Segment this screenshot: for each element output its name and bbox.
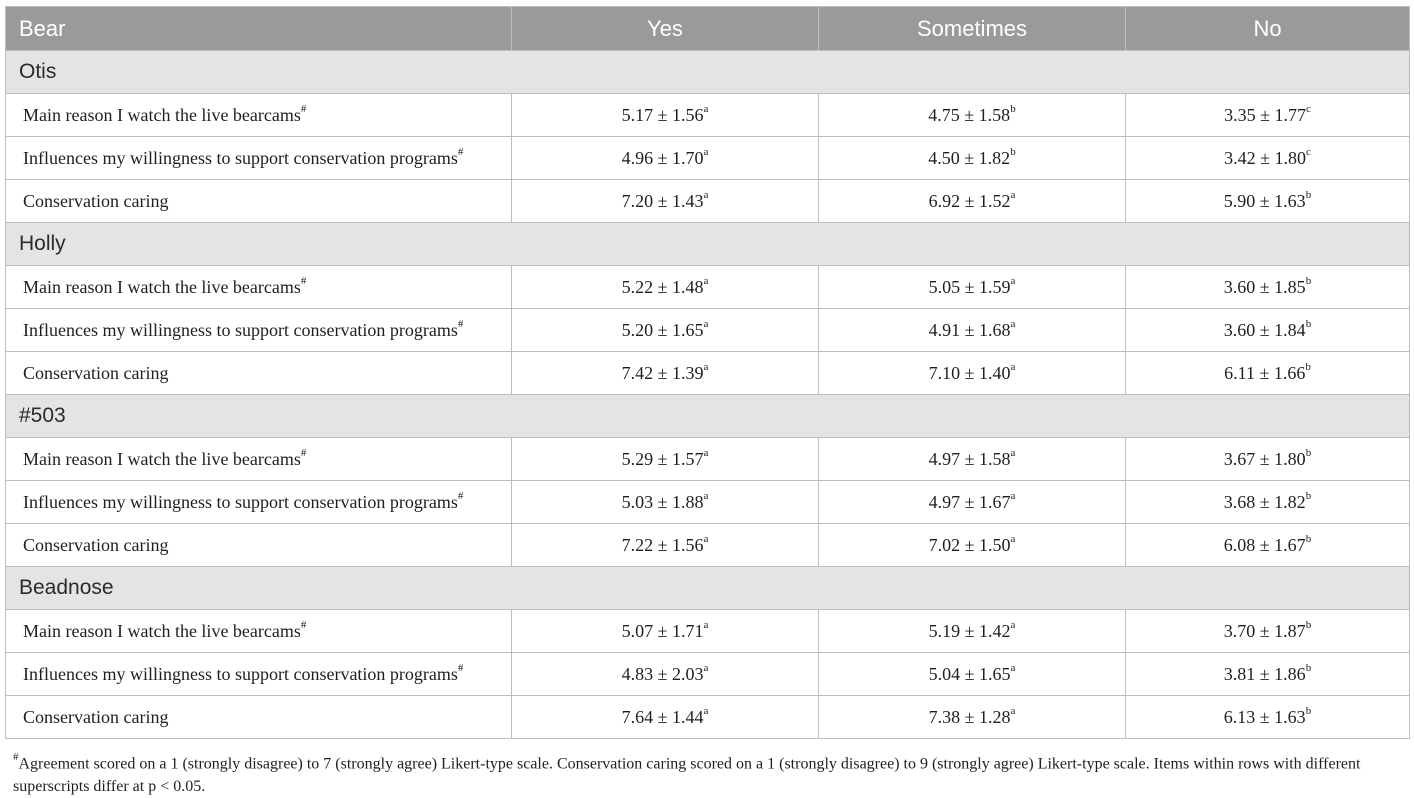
cell-value: 3.60 ± 1.85 [1223,276,1306,297]
cell-superscript: b [1305,274,1312,287]
table-row [6,94,1410,137]
row-label-cell [6,94,512,137]
cell-superscript: a [1010,317,1016,330]
results-table [5,6,1410,739]
value-cell [512,481,819,524]
group-row [6,395,1410,438]
group-name: Beadnose [6,567,1410,610]
row-label-cell [6,180,512,223]
value-cell [512,352,819,395]
table-row [6,137,1410,180]
cell-superscript: b [1010,145,1016,158]
cell-value: 7.20 ± 1.43 [621,190,704,211]
cell-value: 4.96 ± 1.70 [621,147,704,168]
cell-value: 5.29 ± 1.57 [621,448,704,469]
cell-value: 4.75 ± 1.58 [928,104,1011,125]
value-cell [819,653,1126,696]
cell-superscript: a [1010,188,1016,201]
row-label: Conservation caring [23,190,169,211]
row-label: Influences my willingness to support conservation programs [23,147,458,168]
row-label-mark: # [457,661,464,674]
cell-superscript: b [1305,532,1312,545]
cell-value: 7.10 ± 1.40 [928,362,1011,383]
header-yes: Yes [512,7,819,51]
row-label-cell [6,137,512,180]
row-label-cell [6,696,512,739]
cell-superscript: a [703,532,709,545]
cell-superscript: a [703,704,709,717]
value-cell [512,610,819,653]
cell-value: 5.22 ± 1.48 [621,276,704,297]
row-label-cell [6,309,512,352]
cell-superscript: a [1010,274,1016,287]
cell-superscript: a [1010,489,1016,502]
row-label: Main reason I watch the live bearcams [23,448,301,469]
row-label-cell [6,352,512,395]
cell-superscript: a [703,145,709,158]
value-cell [1126,696,1410,739]
value-cell [819,438,1126,481]
cell-value: 6.11 ± 1.66 [1224,362,1306,383]
value-cell [1126,352,1410,395]
cell-superscript: a [1010,704,1016,717]
group-row [6,567,1410,610]
value-cell [1126,266,1410,309]
cell-value: 3.81 ± 1.86 [1223,663,1306,684]
value-cell [819,180,1126,223]
value-cell [819,352,1126,395]
cell-value: 7.22 ± 1.56 [621,534,704,555]
row-label: Influences my willingness to support conservation programs [23,491,458,512]
cell-superscript: a [703,102,709,115]
cell-value: 4.83 ± 2.03 [621,663,704,684]
cell-value: 5.90 ± 1.63 [1223,190,1306,211]
table-row [6,610,1410,653]
cell-value: 3.68 ± 1.82 [1223,491,1306,512]
value-cell [512,180,819,223]
value-cell [1126,524,1410,567]
value-cell [1126,481,1410,524]
cell-value: 7.38 ± 1.28 [928,706,1011,727]
cell-value: 7.02 ± 1.50 [928,534,1011,555]
row-label-cell [6,438,512,481]
row-label-mark: # [300,274,307,287]
cell-value: 5.19 ± 1.42 [928,620,1011,641]
table-footnote [13,748,1411,798]
cell-superscript: a [1010,360,1016,373]
row-label-cell [6,524,512,567]
cell-superscript: a [1010,532,1016,545]
value-cell [512,137,819,180]
cell-superscript: a [703,489,709,502]
row-label-mark: # [457,489,464,502]
table-row [6,352,1410,395]
row-label: Main reason I watch the live bearcams [23,104,301,125]
table-row [6,481,1410,524]
cell-superscript: b [1305,704,1312,717]
value-cell [1126,610,1410,653]
footnote-text: Agreement scored on a 1 (strongly disagree) to 7 (strongly agree) Likert-type scale. Conservation caring scored on a 1 (strongly disagree) to 9 (strongly agree) Likert-type scale. Items within rows with different superscripts differ at p < 0.05. [13,755,1361,796]
group-name: Otis [6,51,1410,94]
footnote-mark: # [13,751,19,763]
header-bear: Bear [6,7,512,51]
cell-superscript: a [1010,618,1016,631]
value-cell [1126,309,1410,352]
cell-superscript: a [703,360,709,373]
value-cell [1126,180,1410,223]
table-row [6,438,1410,481]
row-label-cell [6,653,512,696]
cell-value: 4.91 ± 1.68 [928,319,1011,340]
value-cell [819,481,1126,524]
cell-value: 5.20 ± 1.65 [621,319,704,340]
row-label: Conservation caring [23,362,169,383]
group-row [6,223,1410,266]
value-cell [819,94,1126,137]
row-label: Conservation caring [23,706,169,727]
group-name: Holly [6,223,1410,266]
value-cell [1126,137,1410,180]
row-label-cell [6,266,512,309]
cell-value: 6.92 ± 1.52 [928,190,1011,211]
cell-superscript: a [1010,661,1016,674]
value-cell [819,137,1126,180]
cell-superscript: b [1010,102,1016,115]
cell-superscript: a [703,446,709,459]
row-label-mark: # [300,446,307,459]
cell-value: 5.03 ± 1.88 [621,491,704,512]
cell-superscript: a [703,661,709,674]
value-cell [819,309,1126,352]
row-label-mark: # [300,102,307,115]
table-row [6,696,1410,739]
table-row [6,309,1410,352]
value-cell [819,696,1126,739]
cell-superscript: b [1305,661,1312,674]
value-cell [512,653,819,696]
table-row [6,180,1410,223]
cell-value: 3.42 ± 1.80 [1224,147,1306,168]
row-label: Influences my willingness to support conservation programs [23,663,458,684]
cell-value: 7.42 ± 1.39 [621,362,704,383]
cell-superscript: b [1305,360,1311,373]
cell-superscript: b [1305,188,1312,201]
row-label: Influences my willingness to support conservation programs [23,319,458,340]
value-cell [819,266,1126,309]
row-label-mark: # [457,145,464,158]
table-body [6,51,1410,739]
row-label-cell [6,481,512,524]
value-cell [512,438,819,481]
cell-value: 7.64 ± 1.44 [621,706,704,727]
row-label: Main reason I watch the live bearcams [23,276,301,297]
cell-value: 5.07 ± 1.71 [621,620,704,641]
cell-superscript: a [703,274,709,287]
value-cell [1126,94,1410,137]
cell-value: 5.05 ± 1.59 [928,276,1011,297]
cell-value: 6.08 ± 1.67 [1223,534,1306,555]
cell-superscript: a [1010,446,1016,459]
value-cell [512,524,819,567]
table-row [6,266,1410,309]
header-sometimes: Sometimes [819,7,1126,51]
cell-superscript: c [1306,102,1311,115]
cell-superscript: b [1305,446,1312,459]
group-row [6,51,1410,94]
cell-superscript: a [703,188,709,201]
cell-value: 3.70 ± 1.87 [1223,620,1306,641]
cell-superscript: b [1305,489,1312,502]
cell-superscript: b [1305,317,1312,330]
header-row [6,7,1410,51]
group-name: #503 [6,395,1410,438]
cell-value: 5.04 ± 1.65 [928,663,1011,684]
value-cell [1126,438,1410,481]
cell-superscript: a [703,618,709,631]
row-label: Conservation caring [23,534,169,555]
value-cell [512,696,819,739]
cell-value: 5.17 ± 1.56 [621,104,704,125]
cell-value: 4.97 ± 1.67 [928,491,1011,512]
row-label-cell [6,610,512,653]
table-row [6,524,1410,567]
value-cell [819,610,1126,653]
value-cell [1126,653,1410,696]
header-no: No [1126,7,1410,51]
cell-superscript: a [703,317,709,330]
cell-value: 4.50 ± 1.82 [928,147,1011,168]
value-cell [819,524,1126,567]
cell-superscript: b [1305,618,1312,631]
cell-value: 3.60 ± 1.84 [1223,319,1306,340]
row-label: Main reason I watch the live bearcams [23,620,301,641]
value-cell [512,266,819,309]
table-row [6,653,1410,696]
cell-value: 3.67 ± 1.80 [1223,448,1306,469]
cell-value: 4.97 ± 1.58 [928,448,1011,469]
cell-value: 3.35 ± 1.77 [1224,104,1306,125]
value-cell [512,94,819,137]
cell-value: 6.13 ± 1.63 [1223,706,1306,727]
value-cell [512,309,819,352]
row-label-mark: # [457,317,464,330]
cell-superscript: c [1306,145,1311,158]
row-label-mark: # [300,618,307,631]
